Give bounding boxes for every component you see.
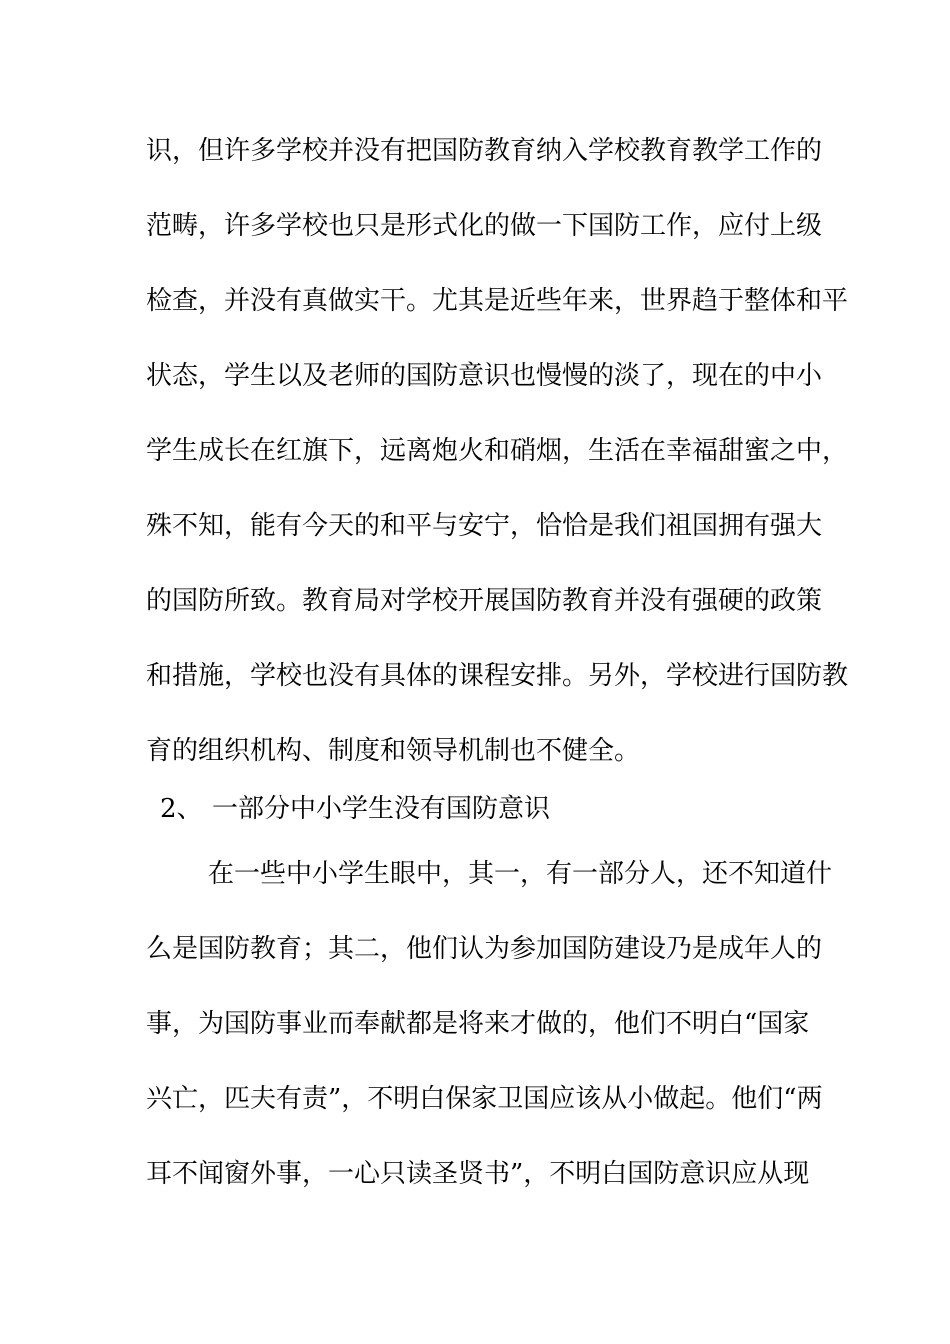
paragraph2-line-2: 么是国防教育；其二，他们认为参加国防建设乃是成年人的 — [146, 934, 823, 964]
paragraph1-line-6: 殊不知，能有今天的和平与安宁，恰恰是我们祖国拥有强大 — [146, 511, 823, 541]
paragraph2-line-4: 兴亡，匹夫有责”，不明白保家卫国应该从小做起。他们“两 — [146, 1084, 823, 1114]
paragraph1-line-3: 检查，并没有真做实干。尤其是近些年来，世界趋于整体和平 — [146, 286, 849, 316]
paragraph2-line-5: 耳不闻窗外事，一心只读圣贤书”，不明白国防意识应从现 — [146, 1159, 810, 1189]
paragraph2-line-3: 事，为国防事业而奉献都是将来才做的，他们不明白“国家 — [146, 1009, 810, 1039]
section-heading — [160, 792, 550, 826]
section-number: 2、 — [160, 794, 203, 824]
paragraph1-line-8: 和措施，学校也没有具体的课程安排。另外，学校进行国防教 — [146, 661, 849, 691]
paragraph1-line-2: 范畴，许多学校也只是形式化的做一下国防工作，应付上级 — [146, 211, 823, 241]
paragraph2-line-1: 在一些中小学生眼中，其一，有一部分人，还不知道什 — [208, 859, 833, 889]
paragraph1-line-9: 育的组织机构、制度和领导机制也不健全。 — [146, 736, 641, 766]
paragraph1-line-5: 学生成长在红旗下，远离炮火和硝烟，生活在幸福甜蜜之中， — [146, 436, 849, 466]
paragraph1-line-7: 的国防所致。教育局对学校开展国防教育并没有强硬的政策 — [146, 586, 823, 616]
paragraph1-line-4: 状态，学生以及老师的国防意识也慢慢的淡了，现在的中小 — [146, 361, 823, 391]
section-title: 一部分中小学生没有国防意识 — [212, 794, 551, 824]
paragraph1-line-1: 识，但许多学校并没有把国防教育纳入学校教育教学工作的 — [146, 136, 823, 166]
